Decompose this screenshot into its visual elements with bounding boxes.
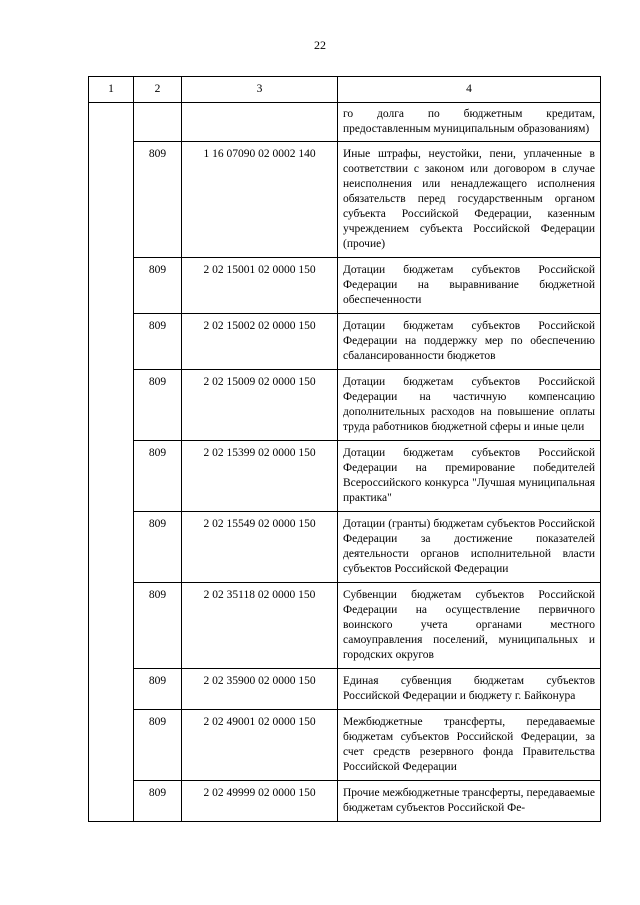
table-header-row <box>89 77 601 103</box>
description-cell: Единая субвенция бюджетам субъектов Российской Федерации и бюджету г. Байконура <box>338 669 601 710</box>
page-number: 22 <box>314 38 326 52</box>
header-col-1: 1 <box>89 77 134 103</box>
admin-code-cell: 809 <box>134 710 182 781</box>
description-cell: го долга по бюджетным кредитам, предоставленным муниципальным образованиям) <box>338 103 601 142</box>
budget-code-cell: 2 02 49999 02 0000 150 <box>182 781 338 822</box>
table-row <box>89 583 601 669</box>
table-row <box>89 781 601 822</box>
table-row <box>89 669 601 710</box>
admin-code-cell: 809 <box>134 669 182 710</box>
description-cell: Межбюджетные трансферты, передаваемые бюджетам субъектов Российской Федерации, за счет средств резервного фонда Правительства Российской Федерации <box>338 710 601 781</box>
admin-code-cell: 809 <box>134 258 182 314</box>
header-col-3: 3 <box>182 77 338 103</box>
description-cell: Дотации (гранты) бюджетам субъектов Российской Федерации за достижение показателей деятельности органов исполнительной власти субъектов Российской Федерации <box>338 512 601 583</box>
admin-code-cell: 809 <box>134 512 182 583</box>
budget-code-cell: 2 02 35900 02 0000 150 <box>182 669 338 710</box>
table-row <box>89 710 601 781</box>
budget-code-cell: 2 02 35118 02 0000 150 <box>182 583 338 669</box>
admin-code-cell: 809 <box>134 142 182 258</box>
budget-code-cell: 2 02 15549 02 0000 150 <box>182 512 338 583</box>
budget-code-cell: 2 02 15002 02 0000 150 <box>182 314 338 370</box>
budget-code-cell: 2 02 15399 02 0000 150 <box>182 441 338 512</box>
admin-code-cell <box>134 103 182 142</box>
budget-code-cell: 2 02 15009 02 0000 150 <box>182 370 338 441</box>
budget-code-cell <box>182 103 338 142</box>
budget-code-cell: 2 02 49001 02 0000 150 <box>182 710 338 781</box>
table-row <box>89 314 601 370</box>
table-row <box>89 441 601 512</box>
header-col-2: 2 <box>134 77 182 103</box>
table-row <box>89 512 601 583</box>
description-cell: Дотации бюджетам субъектов Российской Федерации на частичную компенсацию дополнительных расходов на повышение оплаты труда работников бюджетной сферы и иные цели <box>338 370 601 441</box>
table-row <box>89 142 601 258</box>
description-cell: Дотации бюджетам субъектов Российской Федерации на поддержку мер по обеспечению сбалансированности бюджетов <box>338 314 601 370</box>
table-row <box>89 370 601 441</box>
table-row <box>89 258 601 314</box>
budget-code-cell: 2 02 15001 02 0000 150 <box>182 258 338 314</box>
header-col-4: 4 <box>338 77 601 103</box>
description-cell: Дотации бюджетам субъектов Российской Федерации на премирование победителей Всероссийского конкурса "Лучшая муниципальная практика" <box>338 441 601 512</box>
admin-code-cell: 809 <box>134 314 182 370</box>
admin-code-cell: 809 <box>134 370 182 441</box>
description-cell: Дотации бюджетам субъектов Российской Федерации на выравнивание бюджетной обеспеченности <box>338 258 601 314</box>
description-cell: Прочие межбюджетные трансферты, передаваемые бюджетам субъектов Российской Фе- <box>338 781 601 822</box>
col-1-cell <box>89 103 134 822</box>
description-cell: Субвенции бюджетам субъектов Российской Федерации на осуществление первичного воинского учета органами местного самоуправления поселений, муниципальных и городских округов <box>338 583 601 669</box>
admin-code-cell: 809 <box>134 441 182 512</box>
table-row <box>89 103 601 142</box>
description-cell: Иные штрафы, неустойки, пени, уплаченные в соответствии с законом или договором в случае неисполнения или ненадлежащего исполнения обязательств перед государственным органом субъекта Российской Федерации, казенным учреждением субъекта Российской Федерации (прочие) <box>338 142 601 258</box>
budget-codes-table <box>88 76 601 822</box>
admin-code-cell: 809 <box>134 583 182 669</box>
admin-code-cell: 809 <box>134 781 182 822</box>
budget-code-cell: 1 16 07090 02 0002 140 <box>182 142 338 258</box>
